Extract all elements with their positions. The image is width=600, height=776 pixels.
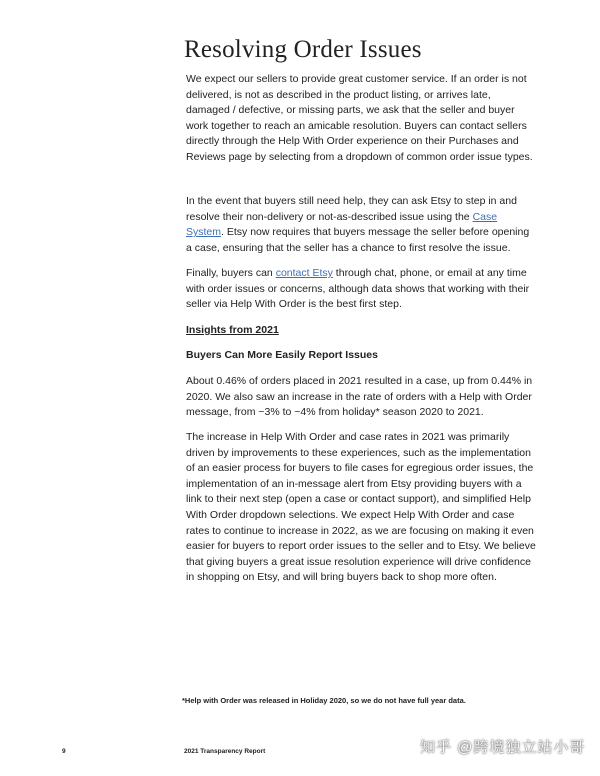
- explanation-text: The increase in Help With Order and case rates in 2021 was primarily driven by improvements to these experiences, such as the implementation of an easier process for buyers to file cases for egregious order issues, the implementation of an in-message alert from Etsy providing buyers with a link to their next step (open a case or contact support), and simplified Help With Order dropdown selections. We expect Help With Order and case rates to continue to increase in 2022, as we are focusing on making it even easier for buyers to report order issues to the seller and to Etsy. We believe that giving buyers a great issue resolution experience will drive confidence in shopping on Etsy, and will bring buyers back to shop more often.: [186, 431, 536, 584]
- footnote: *Help with Order was released in Holiday 2020, so we do not have full year data.: [182, 696, 466, 705]
- page-number: 9: [62, 748, 66, 755]
- intro-text: We expect our sellers to provide great customer service. If an order is not delivered, is not as described in the product listing, or arrives late, damaged / defective, or missing parts, we ask that the seller and buyer work together to reach an amicable resolution. Buyers can contact sellers directly through the Help With Order experience on their Purchases and Reviews page by selecting from a dropdown of common order issue types.: [186, 73, 533, 163]
- section-subheading: Buyers Can More Easily Report Issues: [186, 349, 378, 361]
- contact-text-before: Finally, buyers can: [186, 267, 276, 279]
- contact-text-after: through chat, phone, or email at any time with order issues or concerns, although data shows that working with their seller via Help With Order is the best first step.: [186, 267, 530, 311]
- contact-etsy-link[interactable]: contact Etsy: [275, 267, 333, 279]
- case-system-link[interactable]: Case System: [186, 210, 498, 239]
- contact-paragraph: [186, 266, 536, 313]
- watermark: 知乎 @跨境独立站小哥: [420, 739, 586, 756]
- case-system-paragraph: [186, 194, 536, 256]
- case-system-text-before: In the event that buyers still need help, they can ask Etsy to step in and resolve their non-delivery or not-as-described issue using the: [186, 195, 517, 223]
- page-title: Resolving Order Issues: [184, 36, 422, 63]
- report-name: 2021 Transparency Report: [184, 748, 266, 755]
- stats-paragraph: [186, 374, 536, 421]
- intro-paragraph: [186, 72, 536, 166]
- case-system-text-after: . Etsy now requires that buyers message the seller before opening a case, ensuring that the seller has a chance to first resolve the issue.: [186, 226, 530, 254]
- insights-heading: Insights from 2021: [186, 324, 279, 336]
- stats-text: About 0.46% of orders placed in 2021 resulted in a case, up from 0.44% in 2020. We also saw an increase in the rate of orders with a Help with Order message, from ~3% to ~4% from holiday* season 2020 to 2021.: [186, 375, 533, 419]
- explanation-paragraph: [186, 430, 536, 586]
